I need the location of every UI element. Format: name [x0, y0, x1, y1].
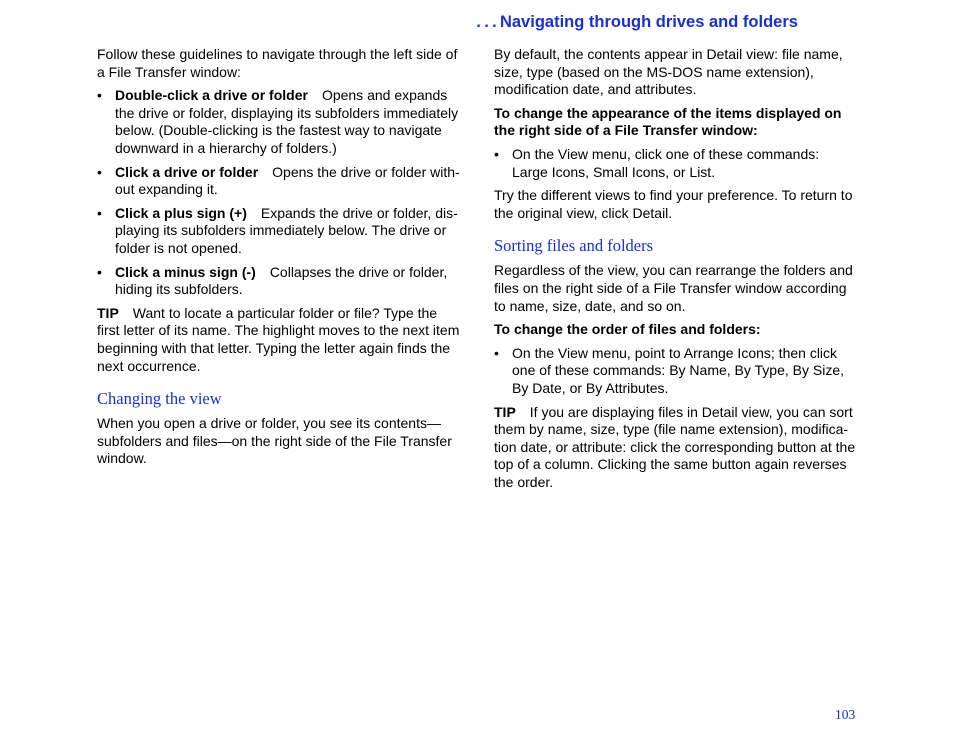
- bullet-icon: •: [494, 145, 499, 162]
- list-item: [97, 87, 462, 157]
- navigation-guidelines-list: [97, 87, 462, 299]
- list-item-text: Opens the drive or folder without expanding it.: [115, 163, 460, 198]
- list-item: [97, 164, 462, 199]
- list-item-text: Expands the drive or folder, displaying its subfolders immediately below. The drive or folder is not opened.: [115, 204, 458, 256]
- list-item-term: Double-click a drive or folder: [115, 87, 308, 104]
- tip-label: TIP: [494, 403, 516, 420]
- order-steps-list: [494, 345, 856, 398]
- default-view-paragraph: By default, the contents appear in Detail view: file name, size, type (based on the MS-DOS name extension), modification date, and attributes.: [494, 46, 843, 98]
- list-item-term: Click a drive or folder: [115, 163, 259, 180]
- bullet-icon: •: [97, 163, 102, 180]
- bullet-icon: •: [97, 87, 102, 104]
- procedure-heading-order: To change the order of files and folders:: [494, 321, 761, 338]
- list-item-term: Click a minus sign (-): [115, 263, 256, 280]
- left-column: [97, 46, 462, 474]
- list-item: [97, 205, 462, 258]
- bullet-icon: •: [97, 204, 102, 221]
- list-item-text: Opens and expands the drive or folder, displaying its subfolders immediately below. (Double-clicking is the fastest way to navigate downward in a hierarchy of folders.): [115, 87, 459, 156]
- tip-text: If you are displaying files in Detail view, you can sort them by name, size, type (file name extension), modification date, or attribute: click the corresponding button at the top of a column. Clicking the same button again reverses the order.: [494, 403, 856, 490]
- list-item-text: Collapses the drive or folder, hiding its subfolders.: [115, 263, 448, 298]
- page-number: 103: [835, 707, 856, 722]
- list-item-text: On the View menu, click one of these commands: Large Icons, Small Icons, or List.: [512, 145, 820, 180]
- tip-text: Want to locate a particular folder or file? Type the first letter of its name. The highlight moves to the next item beginning with that letter. Typing the letter again finds the next occurrence.: [97, 304, 460, 374]
- section-header: . . . Navigating through drives and folders: [473, 13, 798, 31]
- intro-paragraph: Follow these guidelines to navigate through the left side of a File Transfer window:: [97, 46, 458, 80]
- bullet-icon: •: [97, 263, 102, 280]
- tip-paragraph: [494, 404, 856, 492]
- sorting-heading: Sorting files and folders: [494, 236, 654, 256]
- list-item-term: Click a plus sign (+): [115, 204, 247, 221]
- try-views-paragraph: Try the different views to find your preference. To return to the original view, click Detail.: [494, 187, 853, 221]
- view-paragraph: When you open a drive or folder, you see its contents—subfolders and files—on the right side of the File Transfer window.: [97, 415, 452, 467]
- procedure-heading-appearance: To change the appearance of the items displayed on the right side of a File Transfer window:: [494, 104, 842, 139]
- list-item: [97, 264, 462, 299]
- tip-paragraph: [97, 305, 462, 375]
- bullet-icon: •: [494, 344, 499, 361]
- list-item-text: On the View menu, point to Arrange Icons; then click one of these commands: By Name, By Type, By Size, By Date, or By Attributes.: [512, 344, 845, 396]
- list-item: [494, 146, 856, 181]
- appearance-steps-list: [494, 146, 856, 181]
- tip-label: TIP: [97, 304, 119, 321]
- changing-view-heading: Changing the view: [97, 389, 222, 409]
- right-column: [494, 46, 856, 497]
- sorting-paragraph: Regardless of the view, you can rearrange the folders and files on the right side of a File Transfer window according to name, size, date, and so on.: [494, 262, 853, 314]
- list-item: [494, 345, 856, 398]
